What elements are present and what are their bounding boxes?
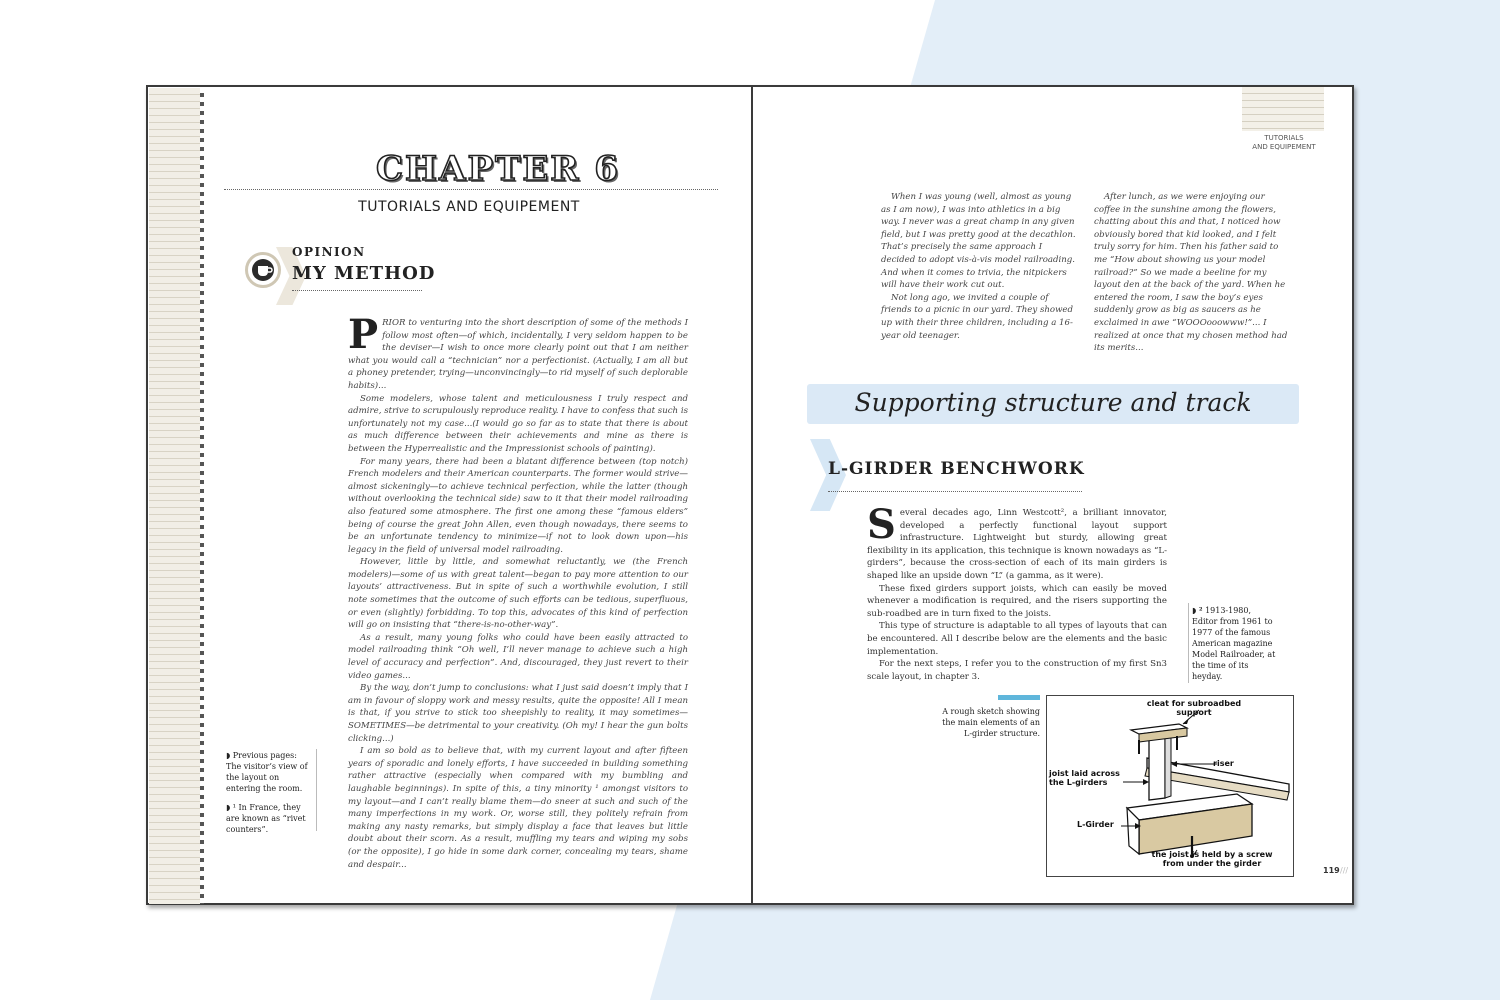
body-paragraph: However, little by little, and somewhat reluctantly, we (the French modelers)—some of us with great talent—began to pay more attention to our layouts’ attractiveness. But in spite of such a worthwhile evolution, I still note sometimes that the outcome of such efforts can be tedious, superfluous, or even (slightly) forbidding. To top this, advocates of this kind of perfection will go on insisting that “there-is-no-other-way”. [348,557,688,631]
label-riser: riser [1213,759,1234,768]
body-paragraph: By the way, don’t jump to conclusions: what I just said doesn’t imply that I am in favour of sloppy work and messy results, quite the opposite! All I mean is that, if you strive to stick too sheepishly to reality, it may sometimes—SOMETIMES—be detrimental to your creativity. (Oh my! I hear the gun bolts clicking...) [348,683,688,744]
chapter-title: CHAPTER 6 [375,149,621,189]
right-body-text [867,501,1167,683]
label-joist: joist laid across the L-girders [1049,769,1120,787]
intro-column-1 [881,191,1079,342]
body-paragraph: I am so bold as to believe that, with my current layout and after fifteen years of sporadic and lonely efforts, I have succeeded in building something rather attractive (especially when compared with my bumbling and laughable beginnings). In spite of this, a tiny minority ¹ amongst visitors to my layout—and I can’t really blame them—do sneer at such and such of the many imperfections in my work. Or, worse still, they politely refrain from making any nasty remarks, but simply display a face that leaves but little doubt about their scorn. As a result, muffling my tears and wiping my sobs (or the opposite), I go hide in some dark corner, concealing my tears, shame and despair... [348,746,688,870]
spiral-binding [200,88,204,904]
figure-caption: A rough sketch showing the main elements of an L-girder structure. [942,707,1040,738]
triangle-marker-icon: ◗ ² [1192,605,1203,615]
label-cleat: cleat for subroadbed support [1146,699,1242,717]
body-paragraph: Some modelers, whose talent and meticulousness I truly respect and admire, strive to scrupulously reproduce reality. I have to confess that such is unfortunately not my case...(I would go so far as to state that there is about as much difference between their achievements and mine as there is between the Hyperrealistic and the Impressionist schools of painting). [348,393,688,454]
sidenote-previous-pages: ◗ Previous pages: The visitor’s view of the layout on entering the room. [226,750,308,793]
section-banner-title: Supporting structure and track [854,388,1252,417]
body-paragraph: These fixed girders support joists, which can easily be moved whenever a modification is required, and the risers supporting the sub-roadbed are in turn fixed to the joists. [867,583,1167,619]
drop-cap: P [348,311,379,358]
heading-dotted-rule [292,290,422,291]
drop-cap: S [867,501,896,548]
running-header: TUTORIALS AND EQUIPEMENT [1252,134,1316,151]
section-heading: L-GIRDER BENCHWORK [828,459,1085,479]
body-paragraph: PRIOR to venturing into the short description of some of the methods I follow most often—of which, incidentally, I very seldom happen to be the deviser—I wish to once more clearly point out that I am neither what you would call a “technician” nor a perfectionist. (Actually, I am all but a phoney pretender, trying—unconvincingly—to rid myself of such deplorable habits)... [348,311,688,391]
page-number: 119 [1323,866,1340,875]
triangle-marker-icon: ◗ [226,802,231,812]
label-screw: the joist is held by a screw from under the girder [1151,850,1273,868]
body-paragraph: For the next steps, I refer you to the construction of my first Sn3 scale layout, in chapter 3. [867,659,1167,682]
caption-accent-bar [998,695,1040,700]
chapter-subtitle: TUTORIALS AND EQUIPEMENT [358,199,580,215]
column-paragraph: When I was young (well, almost as young as I am now), I was into athletics in a big way. I never was a great champ in any given field, but I was pretty good at the decathlon. That’s precisely the same approach I decided to adopt vis-à-vis model railroading. And when it comes to trivia, the nitpickers will have their work cut out. [881,192,1076,291]
lined-paper-strip [149,88,203,904]
heading-dotted-rule [828,491,1082,492]
body-paragraph: As a result, many young folks who could have been easily attracted to model railroading think “Oh well, I’ll never manage to achieve such a high level of accuracy and perfection”. And, discouraged, they just revert to their video games... [348,632,688,681]
l-girder-sketch [1046,695,1294,877]
body-paragraph: This type of structure is adaptable to all types of layouts that can be encountered. All I describe below are the elements and the basic implementation. [867,621,1167,657]
triangle-marker-icon: ◗ [226,750,231,760]
section-kicker: OPINION [292,245,366,259]
label-l-girder: L-Girder [1077,820,1114,829]
sidenote-rule [316,749,317,831]
footnote-rule [1188,603,1189,683]
section-heading: MY METHOD [292,263,436,284]
column-paragraph: After lunch, as we were enjoying our coffee in the sunshine among the flowers, chatting about this and that, I noticed how obviously bored that kid looked, and I felt truly sorry for him. Then his father said to me “How about showing us your model railroad?” So we made a beeline for my layout den at the back of the yard. When he entered the room, I saw the boy’s eyes suddenly grow as big as saucers as he exclaimed in awe “WOOOooowww!”... I realized at once that my chosen method had its merits... [1094,192,1288,354]
column-paragraph: Not long ago, we invited a couple of friends to a picnic in our yard. They showed up with their three children, including a 16-year old teenager. [881,292,1074,341]
coffee-cup-icon [245,252,281,288]
open-book [146,85,1354,905]
left-body-text [348,311,688,871]
footnote-westcott: ◗ ² 1913-1980, Editor from 1961 to 1977 of the famous American magazine Model Railroader, at the time of its heyday. [1192,605,1276,681]
sidenote-footnote: ◗ ¹ In France, they are known as “rivet counters”. [226,802,306,834]
title-dotted-rule [224,189,718,190]
intro-column-2 [1094,191,1292,355]
page-marks: /// [1340,866,1349,875]
lined-tab-decoration [1242,87,1324,131]
body-paragraph: For many years, there had been a blatant difference between (top notch) French modelers and their American counterparts. The former would strive—almost sickeningly—to achieve technical perfection, while the latter (though without overlooking the technical side) saw to it that their model railroading also featured some atmosphere. The first one among these “famous elders” being of course the great John Allen, even though nowadays, there seems to be an unfortunate tendency to minimize—if not to look down upon—his legacy in the field of universal model railroading. [348,456,688,555]
body-paragraph: Several decades ago, Linn Westcott², a brilliant innovator, developed a perfectly functional layout support infrastructure. Lightweight but sturdy, allowing great flexibility in its application, this technique is known nowadays as “L-girders”, because the cross-section of each of its main girders is shaped like an upside down “L” (a gamma, as it were). [867,501,1167,581]
book-spine [751,87,753,903]
